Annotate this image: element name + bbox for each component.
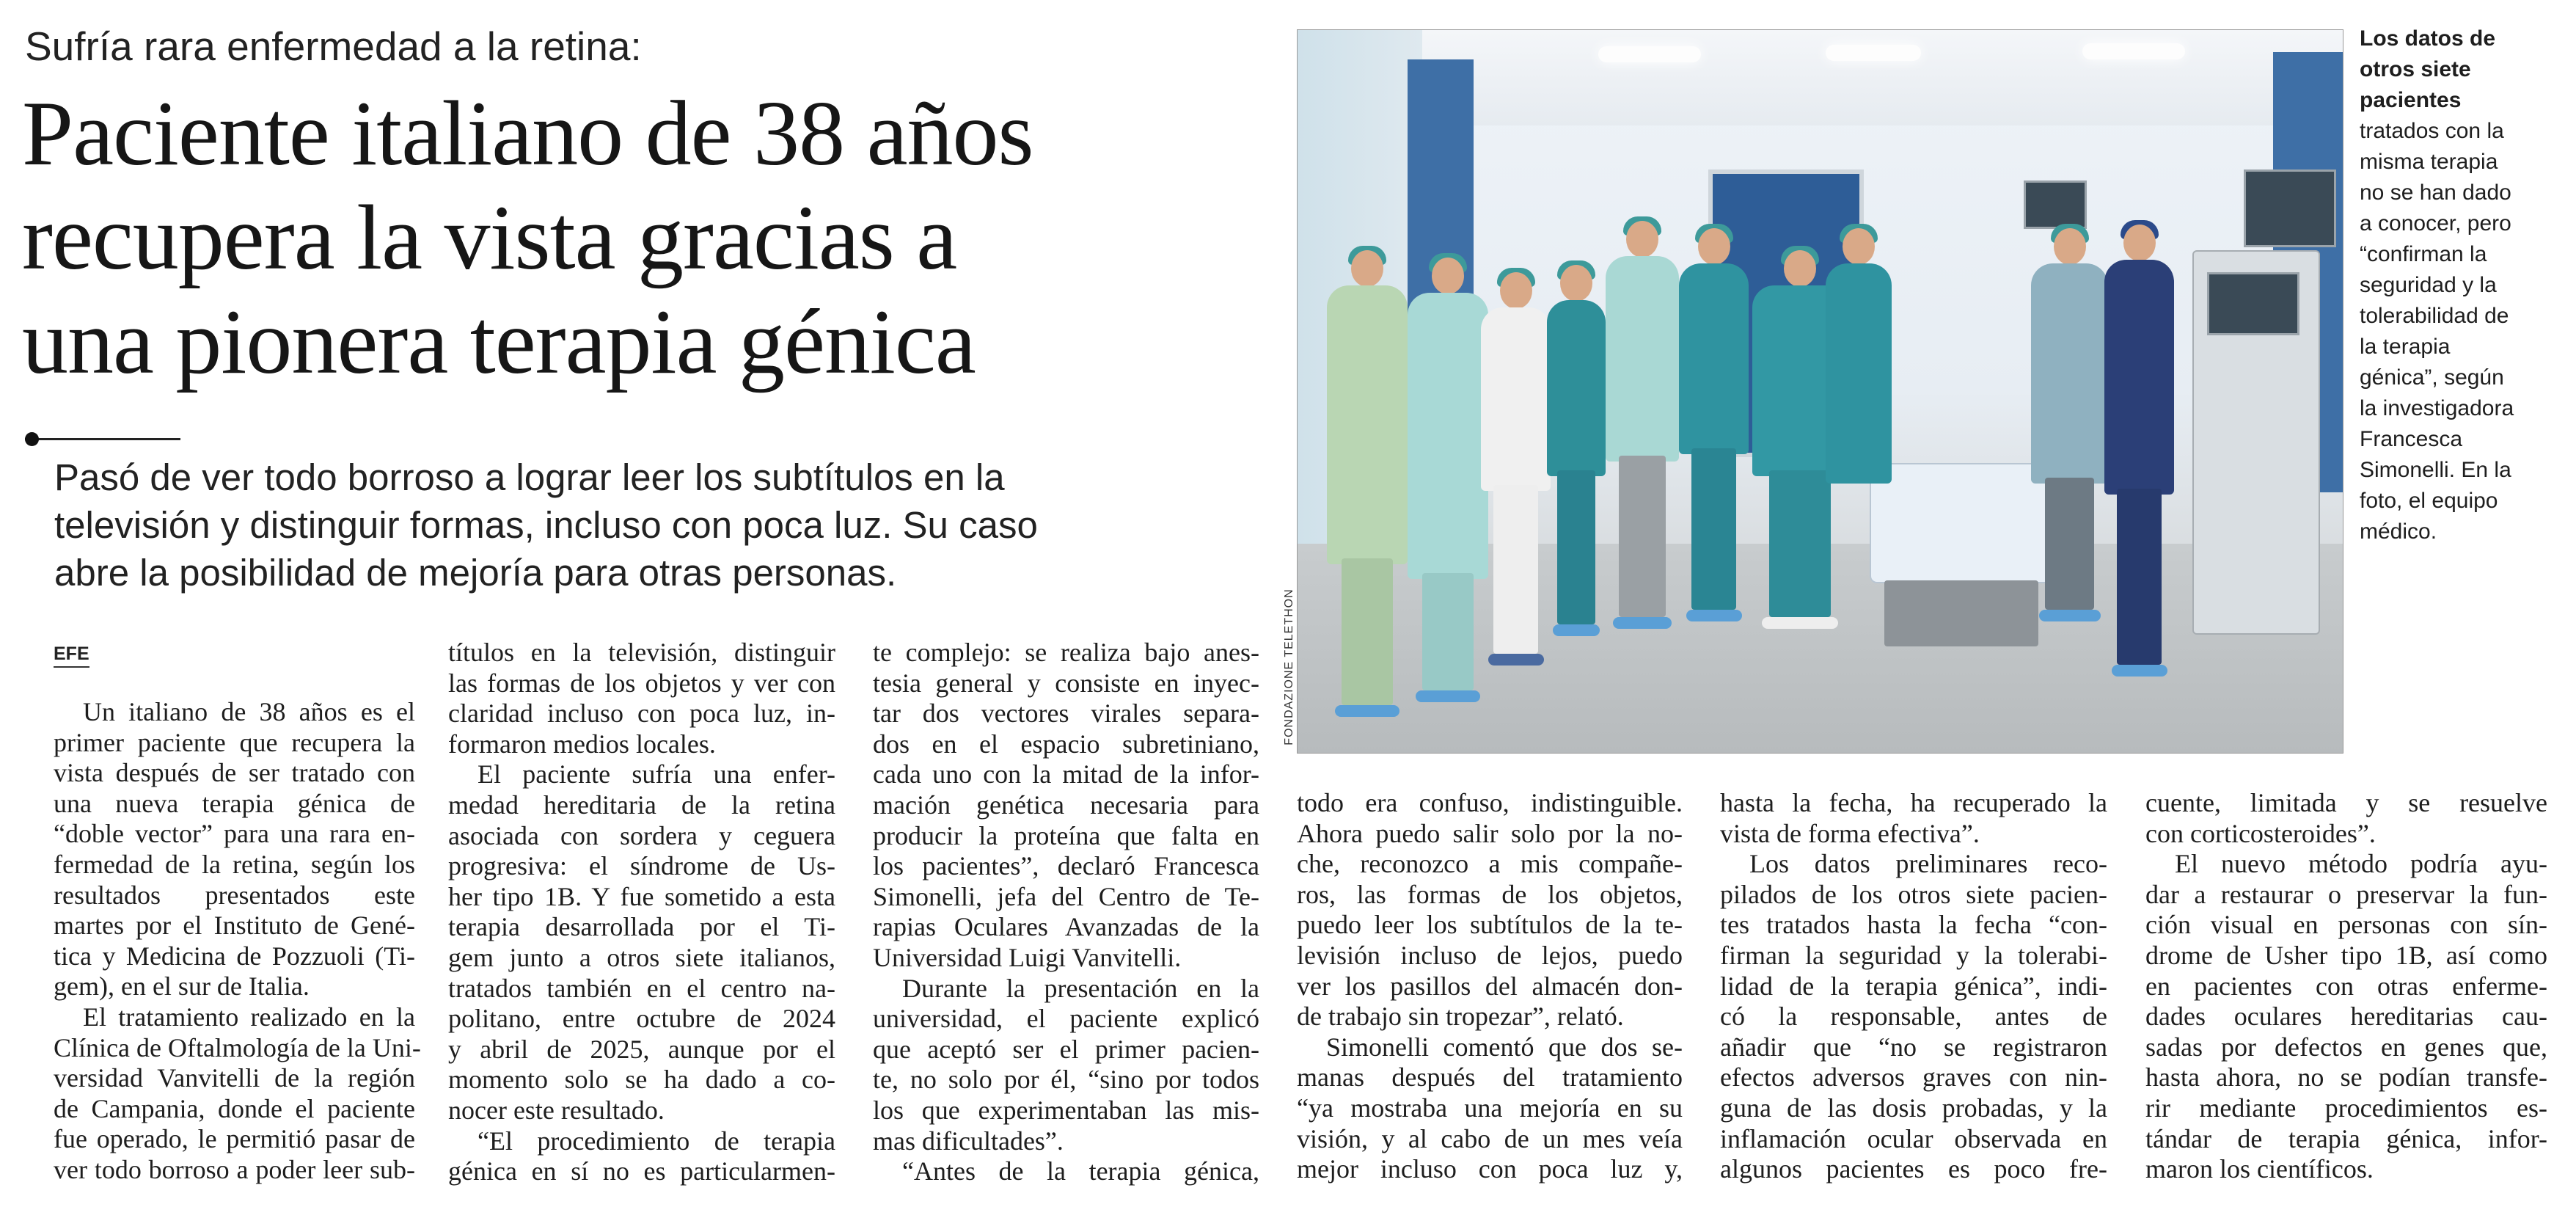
article-text-line: drome de Usher tipo 1B, así como [2145,940,2547,970]
article-text-line: génica en sí no es particularmen- [448,1156,835,1186]
article-text-line: terapia desarrollada por el Ti- [448,912,835,942]
article-text-line: tica y Medicina de Pozzuoli (Ti- [54,941,415,971]
medical-team-photo [1297,29,2343,754]
rule-bullet-icon [25,432,39,446]
article-text-line: “doble vector” para una rara en- [54,819,415,849]
article-text-line: momento solo se ha dado a co- [448,1065,835,1095]
article-text-line: ros, las formas de los objetos, [1297,879,1683,909]
article-text-line: Universidad Luigi Vanvitelli. [873,942,1182,972]
article-text-line: nocer este resultado. [448,1095,665,1125]
article-text-line: efectos adversos graves con nin- [1720,1062,2107,1093]
article-text-line: Simonelli comentó que dos se- [1326,1032,1683,1062]
headline-line: una pionera terapia génica [22,291,976,393]
article-text-line: visión, y al cabo de un mes veía [1297,1123,1683,1153]
article-text-line: “Antes de la terapia génica, [902,1156,1259,1186]
article-text-line: cada uno con la mitad de la infor- [873,759,1259,789]
article-text-line: ver todo borroso a poder leer sub- [54,1154,415,1184]
article-text-line: fermedad de la retina, según los [54,849,415,879]
article-text-line: los pacientes”, declaró Francesca [873,851,1259,881]
article-text-line: de trabajo sin tropezar”, relató. [1297,1002,1624,1032]
subhead-line: Pasó de ver todo borroso a lograr leer los subtítulos en la [54,456,1005,498]
byline: EFE [54,643,89,668]
article-text-line: gem junto a otros siete italianos, [448,942,835,972]
article-column-1 [54,697,421,1186]
kicker: Sufría rara enfermedad a la retina: [25,23,642,69]
article-text-line: en pacientes con otras enferme- [2145,971,2547,1001]
article-text-line: levisión incluso de lejos, puedo [1297,940,1683,970]
article-text-line: El tratamiento realizado en la [83,1002,415,1032]
article-text-line: guna de las dosis probadas, y la [1720,1093,2107,1123]
caption-line: tratados con la [2360,119,2504,143]
article-text-line: “ya mostraba una mejoría en su [1297,1093,1683,1123]
article-text-line: dos en el espacio subretiniano, [873,729,1259,759]
article-text-line: che, reconozco a mis compañe- [1297,849,1683,879]
article-text-line: tratados también en el centro na- [448,973,835,1003]
article-text-line: vista de forma efectiva”. [1720,818,1980,848]
article-text-line: con corticosteroides”. [2145,818,2376,848]
article-text-line: Un italiano de 38 años es el [83,697,415,726]
article-text-line: de Campania, donde el paciente [54,1093,415,1123]
article-text-line: “El procedimiento de terapia [477,1126,835,1156]
article-text-line: dar a restaurar o preservar la fun- [2145,879,2547,909]
caption-line: “confirman la [2360,242,2487,266]
article-text-line: gem), en el sur de Italia. [54,971,310,1002]
article-text-line: una nueva terapia génica de [54,788,415,818]
caption-line: a conocer, pero [2360,211,2511,236]
article-text-line: primer paciente que recupera la [54,727,415,757]
article-column-5 [1720,788,2107,1185]
article-text-line: puedo leer los subtítulos de la te- [1297,910,1683,940]
article-text-line: El nuevo método podría ayu- [2175,849,2547,879]
article-text-line: tar dos vectores virales separa- [873,699,1259,729]
article-text-line: pilados de los otros siete pacien- [1720,879,2107,909]
subhead-line: abre la posibilidad de mejoría para otras personas. [54,552,897,594]
article-text-line: todo era confuso, indistinguible. [1297,788,1683,817]
article-text-line: her tipo 1B. Y fue sometido a esta [448,881,835,911]
caption-line: la investigadora [2360,396,2514,420]
article-text-line: hasta ahora, no se podían transfe- [2145,1062,2547,1093]
headline-line: recupera la vista gracias a [22,187,957,289]
article-text-line: hasta la fecha, ha recuperado la [1720,788,2107,817]
photo-caption [2360,23,2550,547]
decorative-rule [25,438,180,440]
article-text-line: producir la proteína que falta en [873,820,1259,850]
caption-line: tolerabilidad de [2360,304,2509,328]
caption-body [2360,116,2550,547]
caption-bold-line: pacientes [2360,88,2462,112]
article-text-line: versidad Vanvitelli de la región [54,1063,415,1093]
article-text-line: tándar de terapia génica, infor- [2145,1123,2547,1153]
article-text-line: algunos pacientes es poco fre- [1720,1154,2107,1184]
article-text-line: martes por el Instituto de Gené- [54,911,415,941]
caption-line: la terapia [2360,335,2451,359]
article-text-line: có la responsable, antes de [1720,1002,2107,1032]
subheadline [54,453,1199,597]
article-text-line: que aceptó ser el primer pacien- [873,1034,1259,1064]
article-text-line: fue operado, le permitió pasar de [54,1124,415,1154]
article-text-line: mejor incluso con poca luz y, [1297,1154,1683,1184]
article-text-line: claridad incluso con poca luz, in- [448,699,835,729]
article-text-line: rir mediante procedimientos es- [2145,1093,2547,1123]
article-text-line: y abril de 2025, aunque por el [448,1034,835,1064]
article-text-line: cuente, limitada y se resuelve [2145,788,2547,817]
article-text-line: Los datos preliminares reco- [1749,849,2107,879]
article-text-line: te complejo: se realiza bajo anes- [873,638,1259,667]
article-text-line: los que experimentaban las mis- [873,1095,1259,1125]
article-text-line: ción visual en personas con sín- [2145,910,2547,940]
article-text-line: asociada con sordera y ceguera [448,820,835,850]
article-text-line: progresiva: el síndrome de Us- [448,851,835,881]
article-text-line: politano, entre octubre de 2024 [448,1004,835,1034]
article-text-line: títulos en la televisión, distinguir [448,638,835,667]
article-column-6 [2145,788,2547,1185]
article-text-line: tesia general y consiste en inyec- [873,668,1259,698]
headline-line: Paciente italiano de 38 años [22,83,1033,185]
article-column-2 [448,638,835,1187]
article-text-line: tes tratados hasta la fecha “con- [1720,910,2107,940]
caption-line: médico. [2360,519,2437,544]
article-text-line: maron los científicos. [2145,1154,2374,1184]
caption-line: foto, el equipo [2360,489,2498,513]
article-text-line: las formas de los objetos y ver con [448,668,835,698]
caption-line: seguridad y la [2360,273,2497,297]
caption-line: Simonelli. En la [2360,458,2511,482]
article-column-3 [873,638,1259,1187]
article-text-line: universidad, el paciente explicó [873,1004,1259,1034]
article-text-line: El paciente sufría una enfer- [477,759,835,789]
article-text-line: mación genética necesaria para [873,789,1259,820]
article-text-line: Clínica de Oftalmología de la Uni- [54,1032,421,1062]
article-text-line: inflamación ocular observada en [1720,1123,2107,1153]
article-text-line: manas después del tratamiento [1297,1062,1683,1093]
article-text-line: añadir que “no se registraron [1720,1032,2107,1062]
article-column-4 [1297,788,1683,1185]
article-text-line: formaron medios locales. [448,729,716,759]
caption-line: génica”, según [2360,365,2504,390]
article-text-line: lidad de la terapia génica”, indi- [1720,971,2107,1001]
subhead-line: televisión y distinguir formas, incluso con poca luz. Su caso [54,504,1038,546]
article-text-line: mas dificultades”. [873,1126,1064,1156]
article-text-line: ver los pasillos del almacén don- [1297,971,1683,1001]
article-text-line: vista después de ser tratado con [54,758,415,788]
article-text-line: rapias Oculares Avanzadas de la [873,912,1259,942]
caption-line: Francesca [2360,427,2463,451]
headline [22,82,1254,395]
article-text-line: dades oculares hereditarias cau- [2145,1002,2547,1032]
article-text-line: sadas por defectos en genes que, [2145,1032,2547,1062]
caption-line: no se han dado [2360,180,2511,205]
article-text-line: te, no solo por él, “sino por todos [873,1065,1259,1095]
article-text-line: Durante la presentación en la [902,973,1259,1003]
article-text-line: Simonelli, jefa del Centro de Te- [873,881,1259,911]
article-text-line: resultados presentados este [54,880,415,910]
photo-credit: FONDAZIONE TELETHON [1283,588,1295,745]
article-text-line: firman la seguridad y la tolerabi- [1720,940,2107,970]
article-text-line: medad hereditaria de la retina [448,789,835,820]
caption-bold-line: otros siete [2360,57,2471,81]
caption-line: misma terapia [2360,150,2498,174]
article-text-line: Ahora puedo salir solo por la no- [1297,818,1683,848]
caption-bold-line: Los datos de [2360,26,2496,51]
